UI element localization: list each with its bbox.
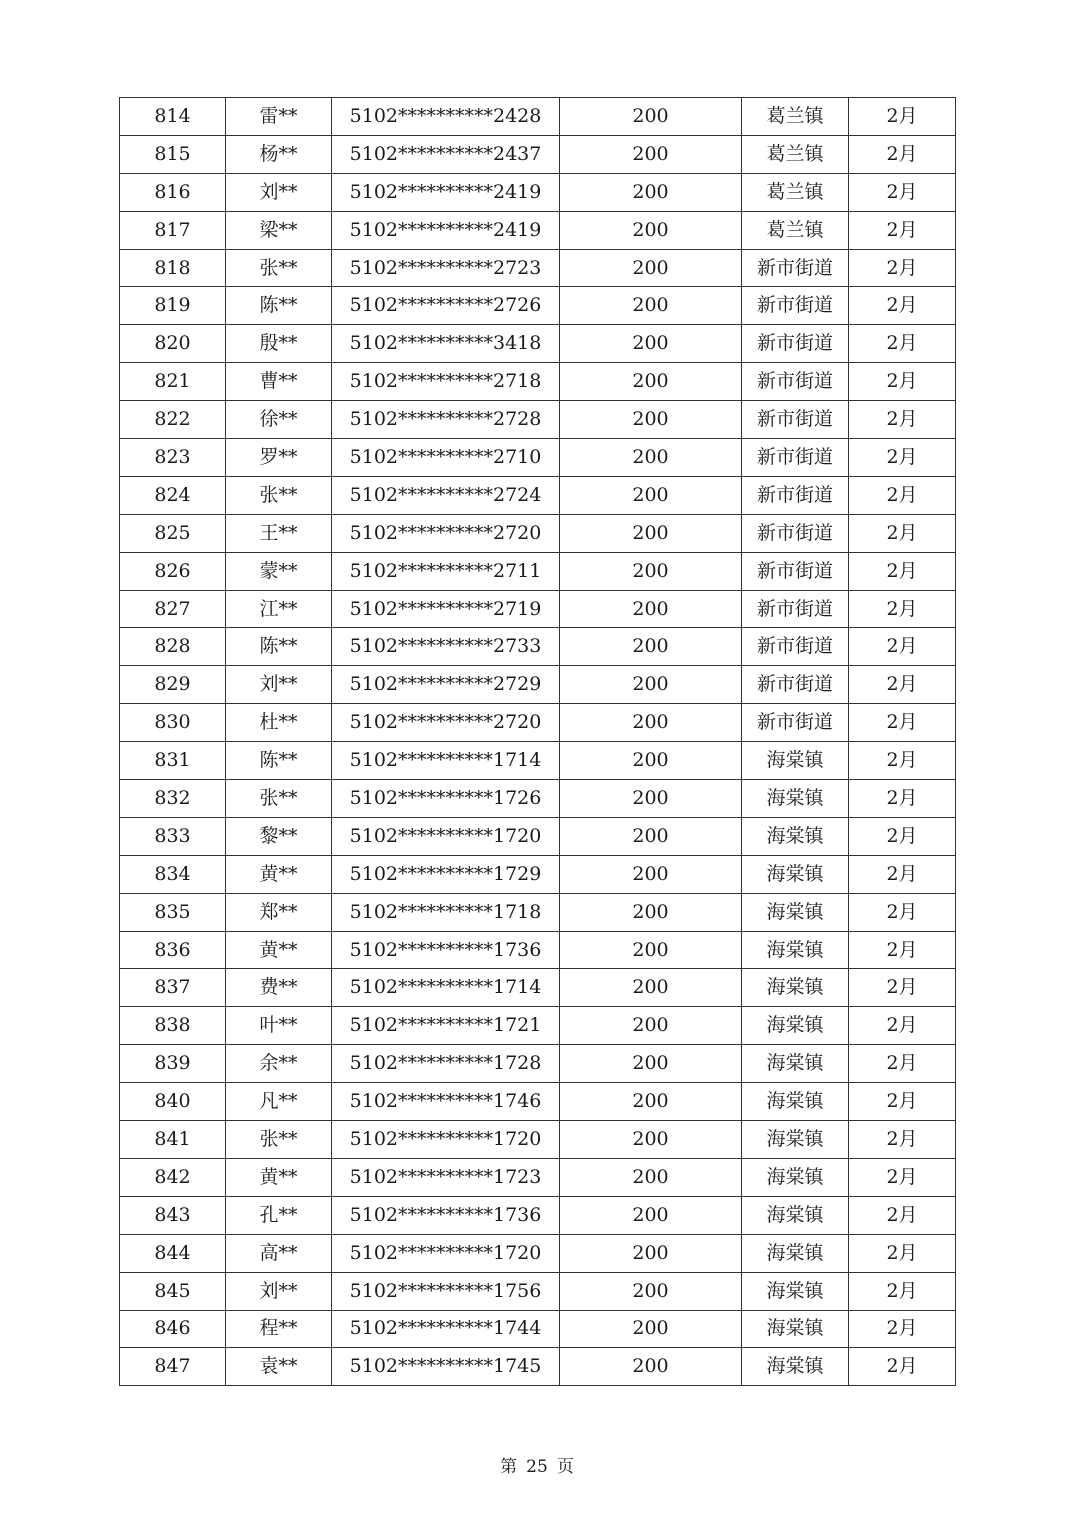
id-number-cell: 5102**********2710 [332, 439, 560, 477]
month-cell: 2月 [849, 401, 956, 439]
row-number-cell: 846 [120, 1310, 226, 1348]
table-row [120, 817, 956, 855]
id-number-cell: 5102**********2711 [332, 552, 560, 590]
month-cell: 2月 [849, 211, 956, 249]
region-cell: 海棠镇 [742, 855, 849, 893]
amount-cell: 200 [560, 893, 742, 931]
name-cell: 叶** [226, 1007, 332, 1045]
name-cell: 刘** [226, 666, 332, 704]
region-cell: 海棠镇 [742, 1083, 849, 1121]
table-row [120, 931, 956, 969]
name-cell: 张** [226, 780, 332, 818]
table-row [120, 552, 956, 590]
amount-cell: 200 [560, 1007, 742, 1045]
amount-cell: 200 [560, 514, 742, 552]
name-cell: 张** [226, 249, 332, 287]
region-cell: 新市街道 [742, 552, 849, 590]
table-row [120, 325, 956, 363]
row-number-cell: 825 [120, 514, 226, 552]
region-cell: 新市街道 [742, 287, 849, 325]
name-cell: 杜** [226, 704, 332, 742]
page-suffix: 页 [556, 1457, 574, 1477]
region-cell: 新市街道 [742, 666, 849, 704]
name-cell: 罗** [226, 439, 332, 477]
row-number-cell: 838 [120, 1007, 226, 1045]
row-number-cell: 840 [120, 1083, 226, 1121]
row-number-cell: 832 [120, 780, 226, 818]
table-row [120, 439, 956, 477]
table-row [120, 1007, 956, 1045]
name-cell: 刘** [226, 173, 332, 211]
name-cell: 黄** [226, 931, 332, 969]
region-cell: 海棠镇 [742, 1310, 849, 1348]
amount-cell: 200 [560, 1310, 742, 1348]
name-cell: 陈** [226, 287, 332, 325]
row-number-cell: 845 [120, 1272, 226, 1310]
id-number-cell: 5102**********1729 [332, 855, 560, 893]
region-cell: 海棠镇 [742, 1045, 849, 1083]
amount-cell: 200 [560, 439, 742, 477]
month-cell: 2月 [849, 780, 956, 818]
table-row [120, 742, 956, 780]
row-number-cell: 837 [120, 969, 226, 1007]
month-cell: 2月 [849, 98, 956, 136]
month-cell: 2月 [849, 931, 956, 969]
region-cell: 海棠镇 [742, 1348, 849, 1386]
data-table [119, 97, 956, 1386]
amount-cell: 200 [560, 363, 742, 401]
table-row [120, 98, 956, 136]
name-cell: 黎** [226, 817, 332, 855]
table-row [120, 401, 956, 439]
id-number-cell: 5102**********2720 [332, 704, 560, 742]
region-cell: 葛兰镇 [742, 135, 849, 173]
id-number-cell: 5102**********2419 [332, 173, 560, 211]
name-cell: 凡** [226, 1083, 332, 1121]
table-row [120, 476, 956, 514]
row-number-cell: 830 [120, 704, 226, 742]
row-number-cell: 836 [120, 931, 226, 969]
row-number-cell: 839 [120, 1045, 226, 1083]
row-number-cell: 842 [120, 1158, 226, 1196]
name-cell: 程** [226, 1310, 332, 1348]
month-cell: 2月 [849, 590, 956, 628]
table-row [120, 249, 956, 287]
row-number-cell: 823 [120, 439, 226, 477]
month-cell: 2月 [849, 1234, 956, 1272]
month-cell: 2月 [849, 173, 956, 211]
row-number-cell: 828 [120, 628, 226, 666]
name-cell: 江** [226, 590, 332, 628]
amount-cell: 200 [560, 249, 742, 287]
amount-cell: 200 [560, 98, 742, 136]
region-cell: 新市街道 [742, 401, 849, 439]
region-cell: 海棠镇 [742, 1007, 849, 1045]
region-cell: 新市街道 [742, 439, 849, 477]
row-number-cell: 827 [120, 590, 226, 628]
id-number-cell: 5102**********2419 [332, 211, 560, 249]
table-row [120, 666, 956, 704]
month-cell: 2月 [849, 1272, 956, 1310]
region-cell: 新市街道 [742, 628, 849, 666]
month-cell: 2月 [849, 893, 956, 931]
id-number-cell: 5102**********2729 [332, 666, 560, 704]
region-cell: 葛兰镇 [742, 98, 849, 136]
table-row [120, 1310, 956, 1348]
amount-cell: 200 [560, 211, 742, 249]
id-number-cell: 5102**********1745 [332, 1348, 560, 1386]
table-row [120, 969, 956, 1007]
region-cell: 海棠镇 [742, 893, 849, 931]
amount-cell: 200 [560, 135, 742, 173]
table-row [120, 590, 956, 628]
table-body [120, 98, 956, 1386]
row-number-cell: 847 [120, 1348, 226, 1386]
row-number-cell: 824 [120, 476, 226, 514]
id-number-cell: 5102**********2728 [332, 401, 560, 439]
amount-cell: 200 [560, 1121, 742, 1159]
table-row [120, 704, 956, 742]
amount-cell: 200 [560, 1234, 742, 1272]
month-cell: 2月 [849, 287, 956, 325]
name-cell: 王** [226, 514, 332, 552]
amount-cell: 200 [560, 969, 742, 1007]
id-number-cell: 5102**********2726 [332, 287, 560, 325]
month-cell: 2月 [849, 249, 956, 287]
month-cell: 2月 [849, 1007, 956, 1045]
month-cell: 2月 [849, 1196, 956, 1234]
amount-cell: 200 [560, 590, 742, 628]
region-cell: 海棠镇 [742, 1234, 849, 1272]
row-number-cell: 829 [120, 666, 226, 704]
name-cell: 黄** [226, 855, 332, 893]
amount-cell: 200 [560, 1083, 742, 1121]
table-row [120, 363, 956, 401]
id-number-cell: 5102**********2723 [332, 249, 560, 287]
row-number-cell: 841 [120, 1121, 226, 1159]
amount-cell: 200 [560, 855, 742, 893]
table-row [120, 1121, 956, 1159]
amount-cell: 200 [560, 287, 742, 325]
amount-cell: 200 [560, 742, 742, 780]
id-number-cell: 5102**********1718 [332, 893, 560, 931]
id-number-cell: 5102**********1720 [332, 1121, 560, 1159]
row-number-cell: 834 [120, 855, 226, 893]
month-cell: 2月 [849, 742, 956, 780]
row-number-cell: 821 [120, 363, 226, 401]
name-cell: 梁** [226, 211, 332, 249]
table-row [120, 1234, 956, 1272]
row-number-cell: 815 [120, 135, 226, 173]
id-number-cell: 5102**********2718 [332, 363, 560, 401]
name-cell: 费** [226, 969, 332, 1007]
region-cell: 新市街道 [742, 325, 849, 363]
month-cell: 2月 [849, 1121, 956, 1159]
table-row [120, 135, 956, 173]
amount-cell: 200 [560, 1158, 742, 1196]
region-cell: 新市街道 [742, 704, 849, 742]
month-cell: 2月 [849, 135, 956, 173]
table-row [120, 1158, 956, 1196]
region-cell: 海棠镇 [742, 780, 849, 818]
table-row [120, 893, 956, 931]
month-cell: 2月 [849, 1045, 956, 1083]
region-cell: 海棠镇 [742, 817, 849, 855]
amount-cell: 200 [560, 1045, 742, 1083]
row-number-cell: 843 [120, 1196, 226, 1234]
table-row [120, 780, 956, 818]
region-cell: 海棠镇 [742, 969, 849, 1007]
id-number-cell: 5102**********1744 [332, 1310, 560, 1348]
id-number-cell: 5102**********2719 [332, 590, 560, 628]
month-cell: 2月 [849, 969, 956, 1007]
month-cell: 2月 [849, 666, 956, 704]
month-cell: 2月 [849, 363, 956, 401]
region-cell: 海棠镇 [742, 1272, 849, 1310]
row-number-cell: 835 [120, 893, 226, 931]
region-cell: 新市街道 [742, 590, 849, 628]
name-cell: 殷** [226, 325, 332, 363]
region-cell: 海棠镇 [742, 1196, 849, 1234]
amount-cell: 200 [560, 325, 742, 363]
month-cell: 2月 [849, 1348, 956, 1386]
name-cell: 张** [226, 1121, 332, 1159]
row-number-cell: 820 [120, 325, 226, 363]
name-cell: 刘** [226, 1272, 332, 1310]
table-row [120, 514, 956, 552]
id-number-cell: 5102**********1723 [332, 1158, 560, 1196]
month-cell: 2月 [849, 514, 956, 552]
amount-cell: 200 [560, 1348, 742, 1386]
name-cell: 孔** [226, 1196, 332, 1234]
name-cell: 蒙** [226, 552, 332, 590]
amount-cell: 200 [560, 628, 742, 666]
month-cell: 2月 [849, 552, 956, 590]
row-number-cell: 816 [120, 173, 226, 211]
table-row [120, 1348, 956, 1386]
region-cell: 海棠镇 [742, 1121, 849, 1159]
row-number-cell: 833 [120, 817, 226, 855]
amount-cell: 200 [560, 780, 742, 818]
id-number-cell: 5102**********1736 [332, 1196, 560, 1234]
month-cell: 2月 [849, 1083, 956, 1121]
row-number-cell: 818 [120, 249, 226, 287]
amount-cell: 200 [560, 173, 742, 211]
name-cell: 郑** [226, 893, 332, 931]
region-cell: 新市街道 [742, 514, 849, 552]
table-row [120, 1083, 956, 1121]
id-number-cell: 5102**********1726 [332, 780, 560, 818]
row-number-cell: 817 [120, 211, 226, 249]
table-row [120, 1045, 956, 1083]
month-cell: 2月 [849, 1158, 956, 1196]
region-cell: 葛兰镇 [742, 211, 849, 249]
row-number-cell: 844 [120, 1234, 226, 1272]
amount-cell: 200 [560, 704, 742, 742]
table-row [120, 173, 956, 211]
id-number-cell: 5102**********1736 [332, 931, 560, 969]
id-number-cell: 5102**********1728 [332, 1045, 560, 1083]
id-number-cell: 5102**********2428 [332, 98, 560, 136]
id-number-cell: 5102**********1746 [332, 1083, 560, 1121]
region-cell: 葛兰镇 [742, 173, 849, 211]
id-number-cell: 5102**********1720 [332, 1234, 560, 1272]
month-cell: 2月 [849, 817, 956, 855]
page-footer [0, 1456, 1074, 1478]
table-row [120, 287, 956, 325]
row-number-cell: 819 [120, 287, 226, 325]
month-cell: 2月 [849, 1310, 956, 1348]
table-row [120, 1196, 956, 1234]
name-cell: 雷** [226, 98, 332, 136]
region-cell: 海棠镇 [742, 931, 849, 969]
region-cell: 海棠镇 [742, 1158, 849, 1196]
name-cell: 曹** [226, 363, 332, 401]
row-number-cell: 822 [120, 401, 226, 439]
amount-cell: 200 [560, 931, 742, 969]
month-cell: 2月 [849, 476, 956, 514]
id-number-cell: 5102**********3418 [332, 325, 560, 363]
region-cell: 新市街道 [742, 249, 849, 287]
name-cell: 徐** [226, 401, 332, 439]
amount-cell: 200 [560, 552, 742, 590]
amount-cell: 200 [560, 476, 742, 514]
page-prefix: 第 [500, 1457, 518, 1477]
region-cell: 新市街道 [742, 363, 849, 401]
amount-cell: 200 [560, 401, 742, 439]
page-number: 25 [526, 1457, 548, 1477]
month-cell: 2月 [849, 704, 956, 742]
id-number-cell: 5102**********1714 [332, 969, 560, 1007]
id-number-cell: 5102**********1720 [332, 817, 560, 855]
id-number-cell: 5102**********2733 [332, 628, 560, 666]
id-number-cell: 5102**********2437 [332, 135, 560, 173]
amount-cell: 200 [560, 817, 742, 855]
month-cell: 2月 [849, 628, 956, 666]
table-row [120, 1272, 956, 1310]
id-number-cell: 5102**********2724 [332, 476, 560, 514]
id-number-cell: 5102**********1721 [332, 1007, 560, 1045]
month-cell: 2月 [849, 439, 956, 477]
name-cell: 杨** [226, 135, 332, 173]
table-row [120, 211, 956, 249]
name-cell: 陈** [226, 742, 332, 780]
amount-cell: 200 [560, 1272, 742, 1310]
table-row [120, 628, 956, 666]
name-cell: 陈** [226, 628, 332, 666]
region-cell: 海棠镇 [742, 742, 849, 780]
month-cell: 2月 [849, 325, 956, 363]
table-row [120, 855, 956, 893]
id-number-cell: 5102**********1756 [332, 1272, 560, 1310]
id-number-cell: 5102**********2720 [332, 514, 560, 552]
name-cell: 黄** [226, 1158, 332, 1196]
month-cell: 2月 [849, 855, 956, 893]
amount-cell: 200 [560, 1196, 742, 1234]
id-number-cell: 5102**********1714 [332, 742, 560, 780]
region-cell: 新市街道 [742, 476, 849, 514]
name-cell: 袁** [226, 1348, 332, 1386]
row-number-cell: 831 [120, 742, 226, 780]
row-number-cell: 826 [120, 552, 226, 590]
row-number-cell: 814 [120, 98, 226, 136]
name-cell: 余** [226, 1045, 332, 1083]
name-cell: 高** [226, 1234, 332, 1272]
amount-cell: 200 [560, 666, 742, 704]
name-cell: 张** [226, 476, 332, 514]
